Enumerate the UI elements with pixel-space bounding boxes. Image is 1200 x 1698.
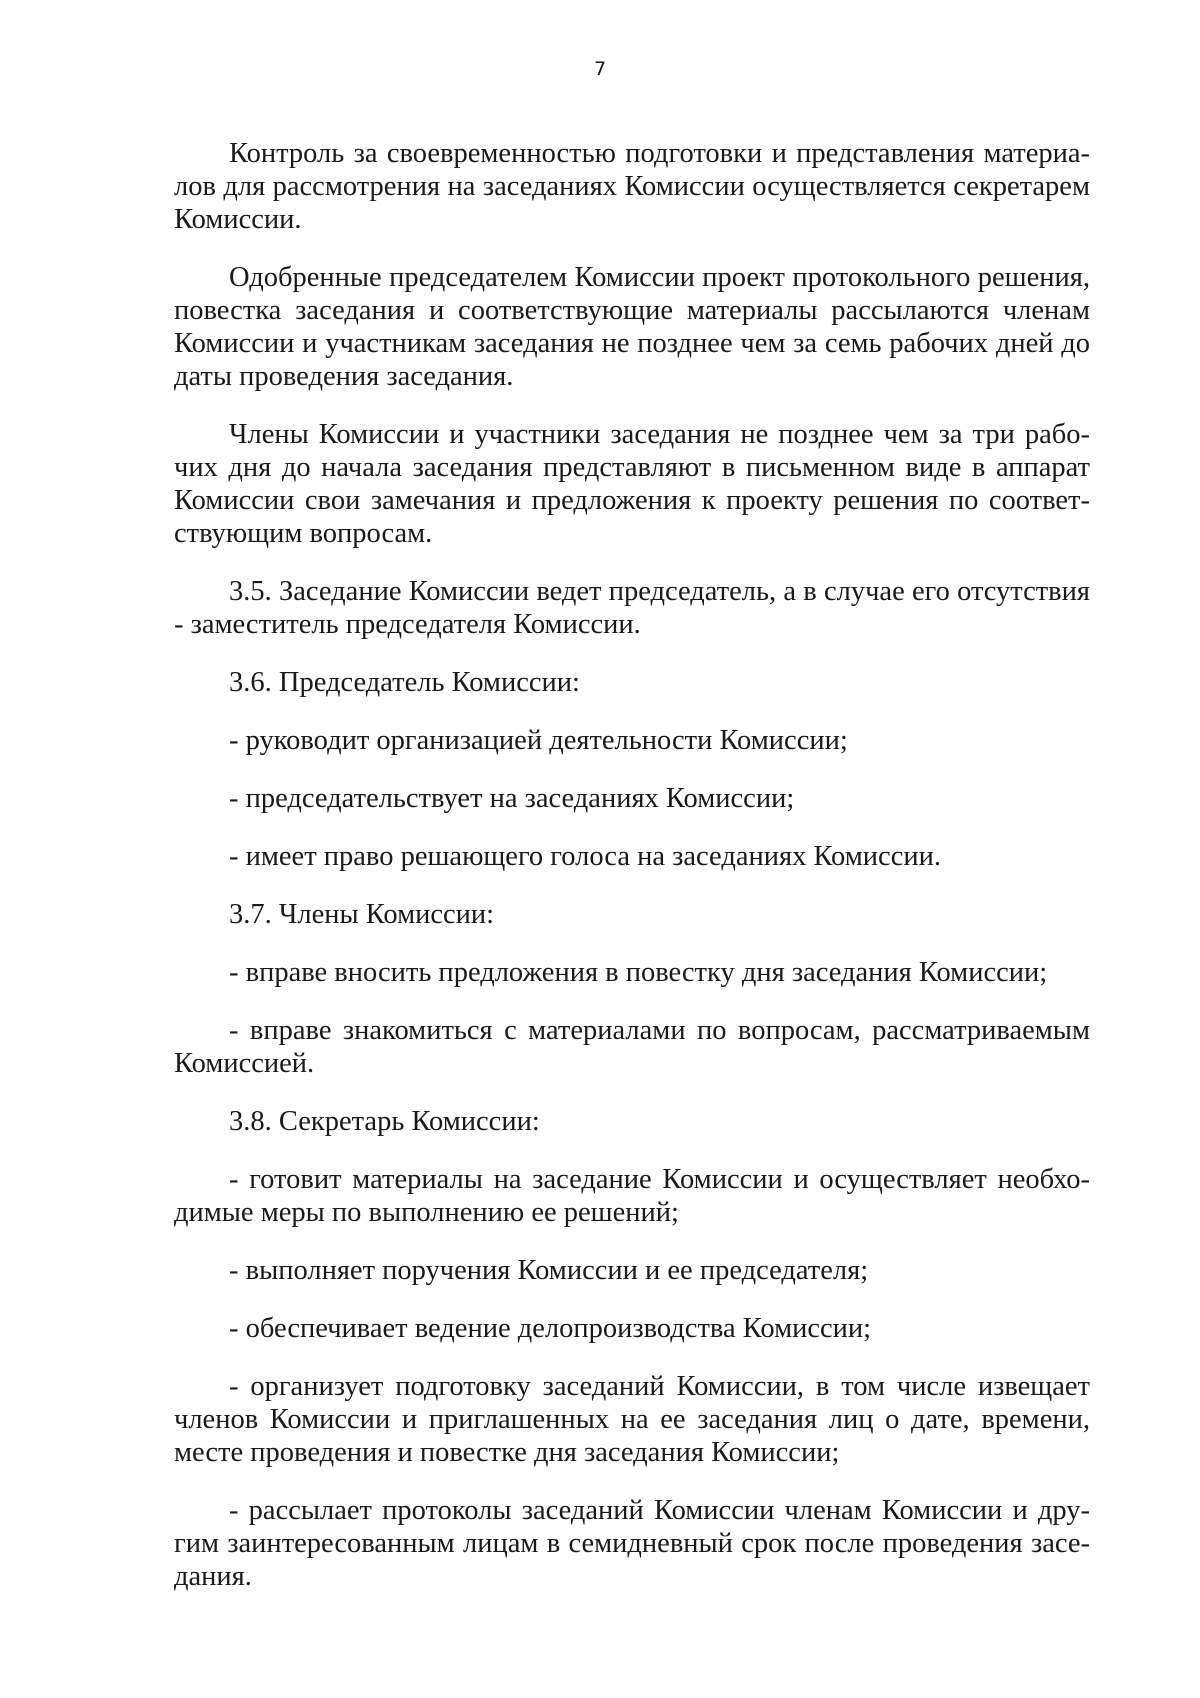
text-line: - вправе знакомиться с материалами по вопросам, рассматриваемым [229,1015,1090,1046]
document-body [174,137,1090,1618]
text-line: Члены Комиссии и участники заседания не позднее чем за три рабо- [229,419,1090,450]
text-line: - заместитель председателя Комиссии. [174,609,641,640]
paragraph [174,1163,1090,1229]
text-line: - готовит материалы на заседание Комиссии и осуществляет необхо- [229,1164,1090,1195]
text-line: даты проведения заседания. [174,361,514,392]
text-line: - вправе вносить предложения в повестку дня заседания Комиссии; [229,957,1048,988]
text-line: членов Комиссии и приглашенных на ее заседания лиц о дате, времени, [174,1404,1090,1435]
paragraph [174,898,1090,931]
text-line: 3.6. Председатель Комиссии: [229,667,580,698]
text-line: 3.7. Члены Комиссии: [229,899,495,930]
text-line: 3.8. Секретарь Комиссии: [229,1106,540,1137]
text-line: Одобренные председателем Комиссии проект протокольного решения, [229,262,1090,293]
text-line: Комиссии свои замечания и предложения к проекту решения по соответ- [174,485,1090,516]
text-line: димые меры по выполнению ее решений; [174,1197,679,1228]
text-line: месте проведения и повестке дня заседания Комиссии; [174,1437,840,1468]
text-line: - руководит организацией деятельности Комиссии; [229,725,848,756]
text-line: - выполняет поручения Комиссии и ее председателя; [229,1255,869,1286]
page-number: 7 [593,58,607,80]
paragraph [174,1014,1090,1080]
paragraph [174,137,1090,236]
text-line: 3.5. Заседание Комиссии ведет председатель, а в случае его отсутствия [229,576,1090,607]
paragraph [174,575,1090,641]
paragraph [174,261,1090,393]
text-line: - имеет право решающего голоса на заседаниях Комиссии. [229,841,941,872]
paragraph [174,724,1090,757]
paragraph [174,1312,1090,1345]
paragraph [174,1254,1090,1287]
text-line: чих дня до начала заседания представляют в письменном виде в аппарат [174,452,1090,483]
text-line: гим заинтересованным лицам в семидневный срок после проведения засе- [174,1528,1090,1559]
text-line: - рассылает протоколы заседаний Комиссии членам Комиссии и дру- [229,1495,1090,1526]
paragraph [174,782,1090,815]
text-line: - организует подготовку заседаний Комиссии, в том числе извещает [229,1371,1090,1402]
paragraph [174,956,1090,989]
text-line: дания. [174,1561,252,1592]
paragraph [174,1494,1090,1593]
paragraph [174,1370,1090,1469]
text-line: Комиссией. [174,1048,315,1079]
paragraph [174,840,1090,873]
text-line: - обеспечивает ведение делопроизводства Комиссии; [229,1313,872,1344]
text-line: повестка заседания и соответствующие материалы рассылаются членам [174,295,1090,326]
text-line: лов для рассмотрения на заседаниях Комиссии осуществляется секретарем [174,171,1090,202]
text-line: Контроль за своевременностью подготовки и представления материа- [229,138,1090,169]
paragraph [174,666,1090,699]
paragraph [174,1105,1090,1138]
paragraph [174,418,1090,550]
text-line: ствующим вопросам. [174,518,433,549]
text-line: Комиссии и участникам заседания не позднее чем за семь рабочих дней до [174,328,1090,359]
text-line: - председательствует на заседаниях Комиссии; [229,783,795,814]
text-line: Комиссии. [174,204,302,235]
